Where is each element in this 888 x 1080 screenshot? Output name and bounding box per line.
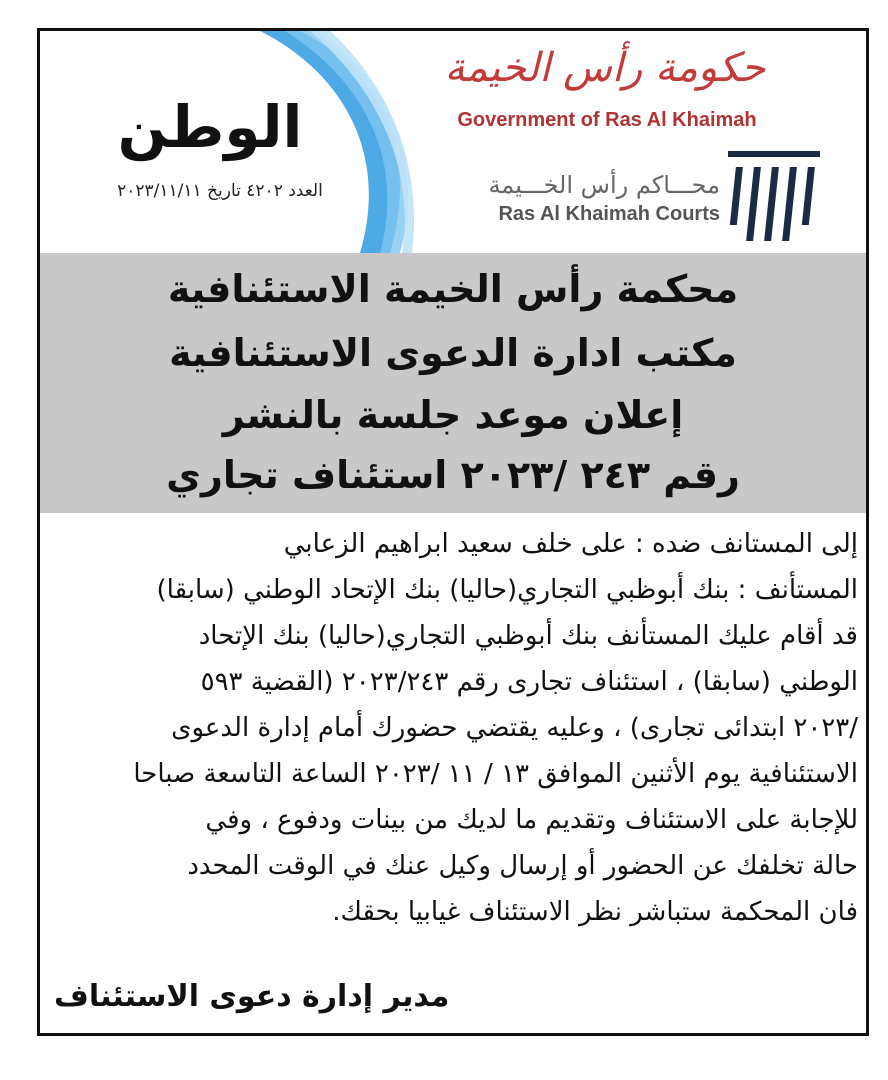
- body-line: المستأنف : بنك أبوظبي التجاري(حاليا) بنك الإتحاد الوطني (سابقا): [156, 575, 858, 605]
- court-name-title: محكمة رأس الخيمة الاستئنافية: [167, 267, 739, 311]
- office-name-title: مكتب ادارة الدعوى الاستئنافية: [169, 331, 737, 375]
- body-line: حالة تخلفك عن الحضور أو إرسال وكيل عنك في الوقت المحدد: [187, 851, 858, 881]
- courts-title-english: Ras Al Khaimah Courts: [498, 203, 720, 225]
- body-line: فان المحكمة ستباشر نظر الاستئناف غيابيا بحقك.: [332, 897, 858, 927]
- courts-pillars-icon: [724, 147, 824, 247]
- notice-type-title: إعلان موعد جلسة بالنشر: [222, 393, 684, 437]
- government-title-arabic: حكومة رأس الخيمة: [444, 45, 766, 91]
- body-line: الوطني (سابقا) ، استئناف تجارى رقم ٢٠٢٣/٢٤٣ (القضية ٥٩٣: [200, 667, 858, 697]
- notice-header: [40, 31, 866, 253]
- notice-title-band: [40, 253, 866, 513]
- notice-frame: [37, 28, 869, 1036]
- signature-line: مدير إدارة دعوى الاستئناف: [54, 979, 450, 1014]
- body-line: للإجابة على الاستئناف وتقديم ما لديك من بينات ودفوع ، وفي: [205, 805, 858, 835]
- body-line: الاستئنافية يوم الأثنين الموافق ١٣ / ١١ /٢٠٢٣ الساعة التاسعة صباحا: [133, 759, 858, 789]
- body-line: /٢٠٢٣ ابتدائى تجارى) ، وعليه يقتضي حضورك أمام إدارة الدعوى: [171, 713, 858, 743]
- body-line: قد أقام عليك المستأنف بنك أبوظبي التجاري(حاليا) بنك الإتحاد: [198, 621, 858, 651]
- issue-date-line: العدد ٤٢٠٢ تاريخ ٢٠٢٣/١١/١١: [117, 181, 323, 201]
- case-number-title: رقم ٢٤٣ /٢٠٢٣ استئناف تجاري: [166, 453, 740, 497]
- courts-title-arabic: محـــاكم رأس الخـــيمة: [488, 171, 720, 199]
- government-title-english: Government of Ras Al Khaimah: [457, 109, 757, 131]
- notice-body: [50, 521, 858, 935]
- body-line: إلى المستانف ضده : على خلف سعيد ابراهيم الزعابي: [283, 529, 858, 559]
- alwatan-logo: الوطن: [117, 93, 303, 161]
